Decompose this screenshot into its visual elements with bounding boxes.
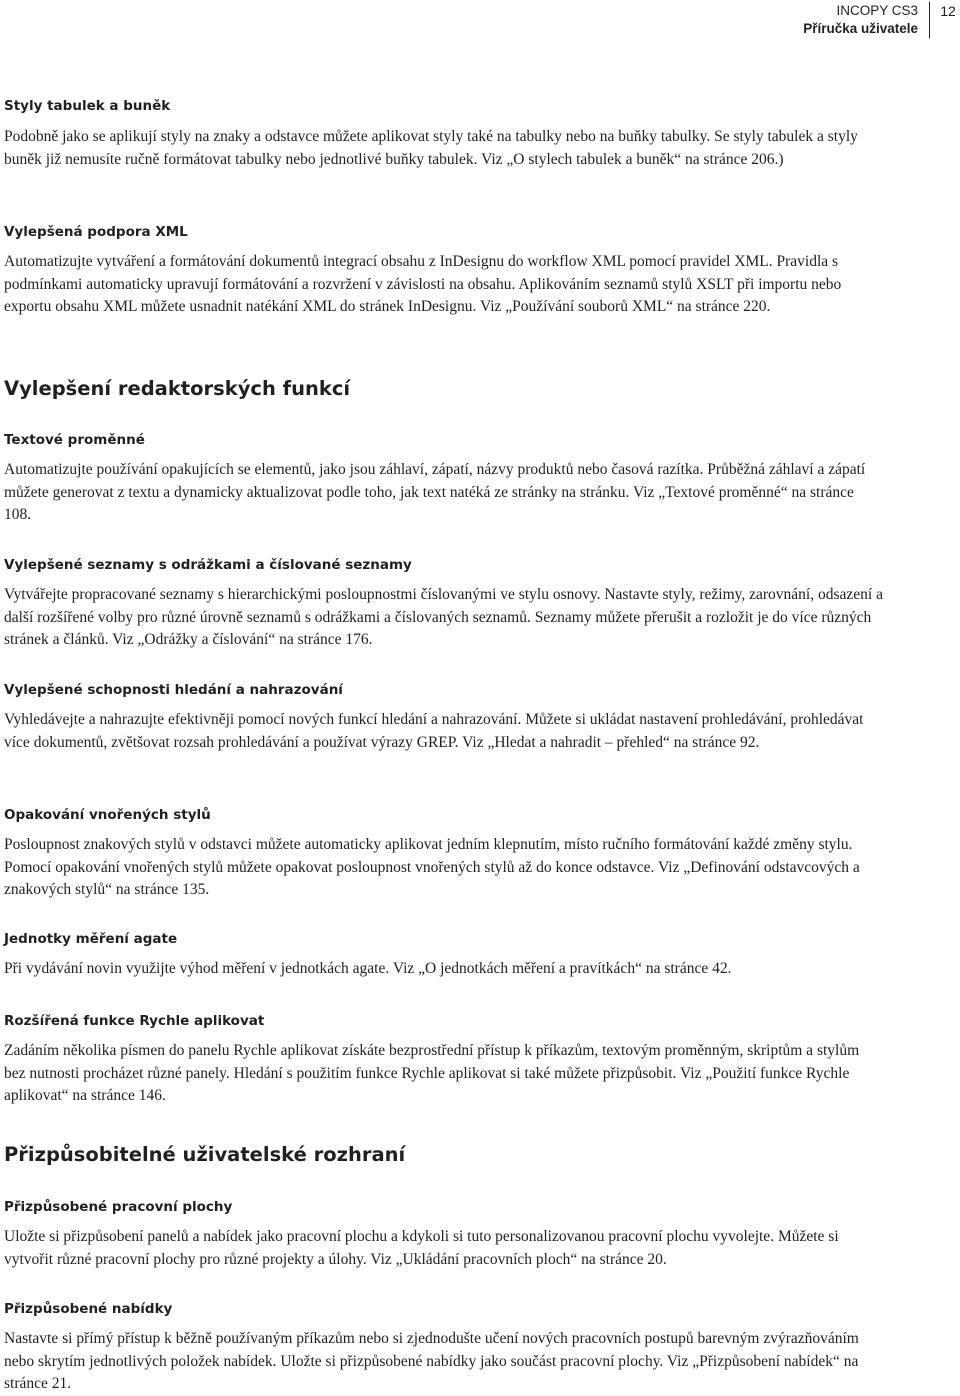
chapter-title: Vylepšení redaktorských funkcí <box>4 377 351 400</box>
section-heading: Vylepšené seznamy s odrážkami a číslované seznamy <box>4 557 412 573</box>
section-paragraph: Podobně jako se aplikují styly na znaky a odstavce můžete aplikovat styly také na tabulky nebo na buňky tabulky. Se styly tabulek a styly buněk již nemusíte ručně formátovat tabulky nebo jednotlivé buňky tabulek. Viz „O stylech tabulek a buněk“ na stránce 206.) <box>4 128 858 168</box>
section-paragraph: Při vydávání novin využijte výhod měření v jednotkách agate. Viz „O jednotkách měření a pravítkách“ na stránce 42. <box>4 960 732 977</box>
section-heading: Vylepšené schopnosti hledání a nahrazování <box>4 682 343 698</box>
section-heading: Přizpůsobené nabídky <box>4 1301 173 1317</box>
section-heading: Opakování vnořených stylů <box>4 807 211 823</box>
section-paragraph: Zadáním několika písmen do panelu Rychle aplikovat získáte bezprostřední přístup k příkazům, textovým proměnným, skriptům a stylům bez nutnosti procházet různé panely. Hledání s použitím funkce Rychle aplikovat si také můžete přizpůsobit. Viz „Použití funkce Rychle aplikovat“ na stránce 146. <box>4 1042 860 1104</box>
section-paragraph: Nastavte si přímý přístup k běžně používaným příkazům nebo si zjednodušte učení nových pracovních postupů barevným zvýrazňováním nebo skrytím jednotlivých položek nabídek. Uložte si přizpůsobené nabídky jako součást pracovní plochy. Viz „Přizpůsobení nabídek“ na stránce 21. <box>4 1330 859 1392</box>
section-paragraph: Vyhledávejte a nahrazujte efektivněji pomocí nových funkcí hledání a nahrazování. Můžete si ukládat nastavení prohledávání, prohledávat více dokumentů, zvětšovat rozsah prohledávání a používat výrazy GREP. Viz „Hledat a nahradit – přehled“ na stránce 92. <box>4 711 864 751</box>
section-paragraph: Automatizujte používání opakujících se elementů, jako jsou záhlaví, zápatí, názvy produktů nebo časová razítka. Průběžná záhlaví a zápatí můžete generovat z textu a dynamicky aktualizovat podle toho, jak text natéká ze stránky na stránku. Viz „Textové proměnné“ na stránce 108. <box>4 461 866 523</box>
chapter-title: Přizpůsobitelné uživatelské rozhraní <box>4 1143 406 1166</box>
section-paragraph: Automatizujte vytváření a formátování dokumentů integrací obsahu z InDesignu do workflow XML pomocí pravidel XML. Pravidla s podmínkami automaticky upravují formátování a rozvržení v závislosti na obsahu. Aplikováním seznamů stylů XSLT při importu nebo exportu obsahu XML můžete usnadnit natékání XML do stránek InDesignu. Viz „Používání souborů XML“ na stránce 220. <box>4 253 842 315</box>
guide-title: Příručka uživatele <box>803 21 918 36</box>
section-heading: Textové proměnné <box>4 432 145 448</box>
product-name: INCOPY CS3 <box>836 3 918 18</box>
section-heading: Vylepšená podpora XML <box>4 224 188 240</box>
running-header <box>803 2 918 38</box>
section-heading: Styly tabulek a buněk <box>4 98 171 114</box>
section-paragraph: Posloupnost znakových stylů v odstavci můžete automaticky aplikovat jedním klepnutím, místo ručního formátování každé změny stylu. Pomocí opakování vnořených stylů můžete opakovat posloupnost vnořených stylů až do konce odstavce. Viz „Definování odstavcových a znakových stylů“ na stránce 135. <box>4 836 860 898</box>
section-heading: Rozšířená funkce Rychle aplikovat <box>4 1013 265 1029</box>
page-number: 12 <box>940 3 956 19</box>
section-paragraph: Uložte si přizpůsobení panelů a nabídek jako pracovní plochu a kdykoli si tuto personalizovanou pracovní plochu vyvolejte. Můžete si vytvořit různé pracovní plochy pro různé projekty a úlohy. Viz „Ukládání pracovních ploch“ na stránce 20. <box>4 1228 839 1268</box>
header-divider <box>929 2 930 38</box>
section-paragraph: Vytvářejte propracované seznamy s hierarchickými posloupnostmi číslovanými ve stylu osnovy. Nastavte styly, režimy, zarovnání, odsazení a další rozšířené volby pro různé úrovně seznamů s odrážkami a číslovaných seznamů. Seznamy můžete přerušit a rozložit je do více různých stránek a článků. Viz „Odrážky a číslování“ na stránce 176. <box>4 586 883 648</box>
section-heading: Přizpůsobené pracovní plochy <box>4 1199 233 1215</box>
section-heading: Jednotky měření agate <box>4 931 178 947</box>
